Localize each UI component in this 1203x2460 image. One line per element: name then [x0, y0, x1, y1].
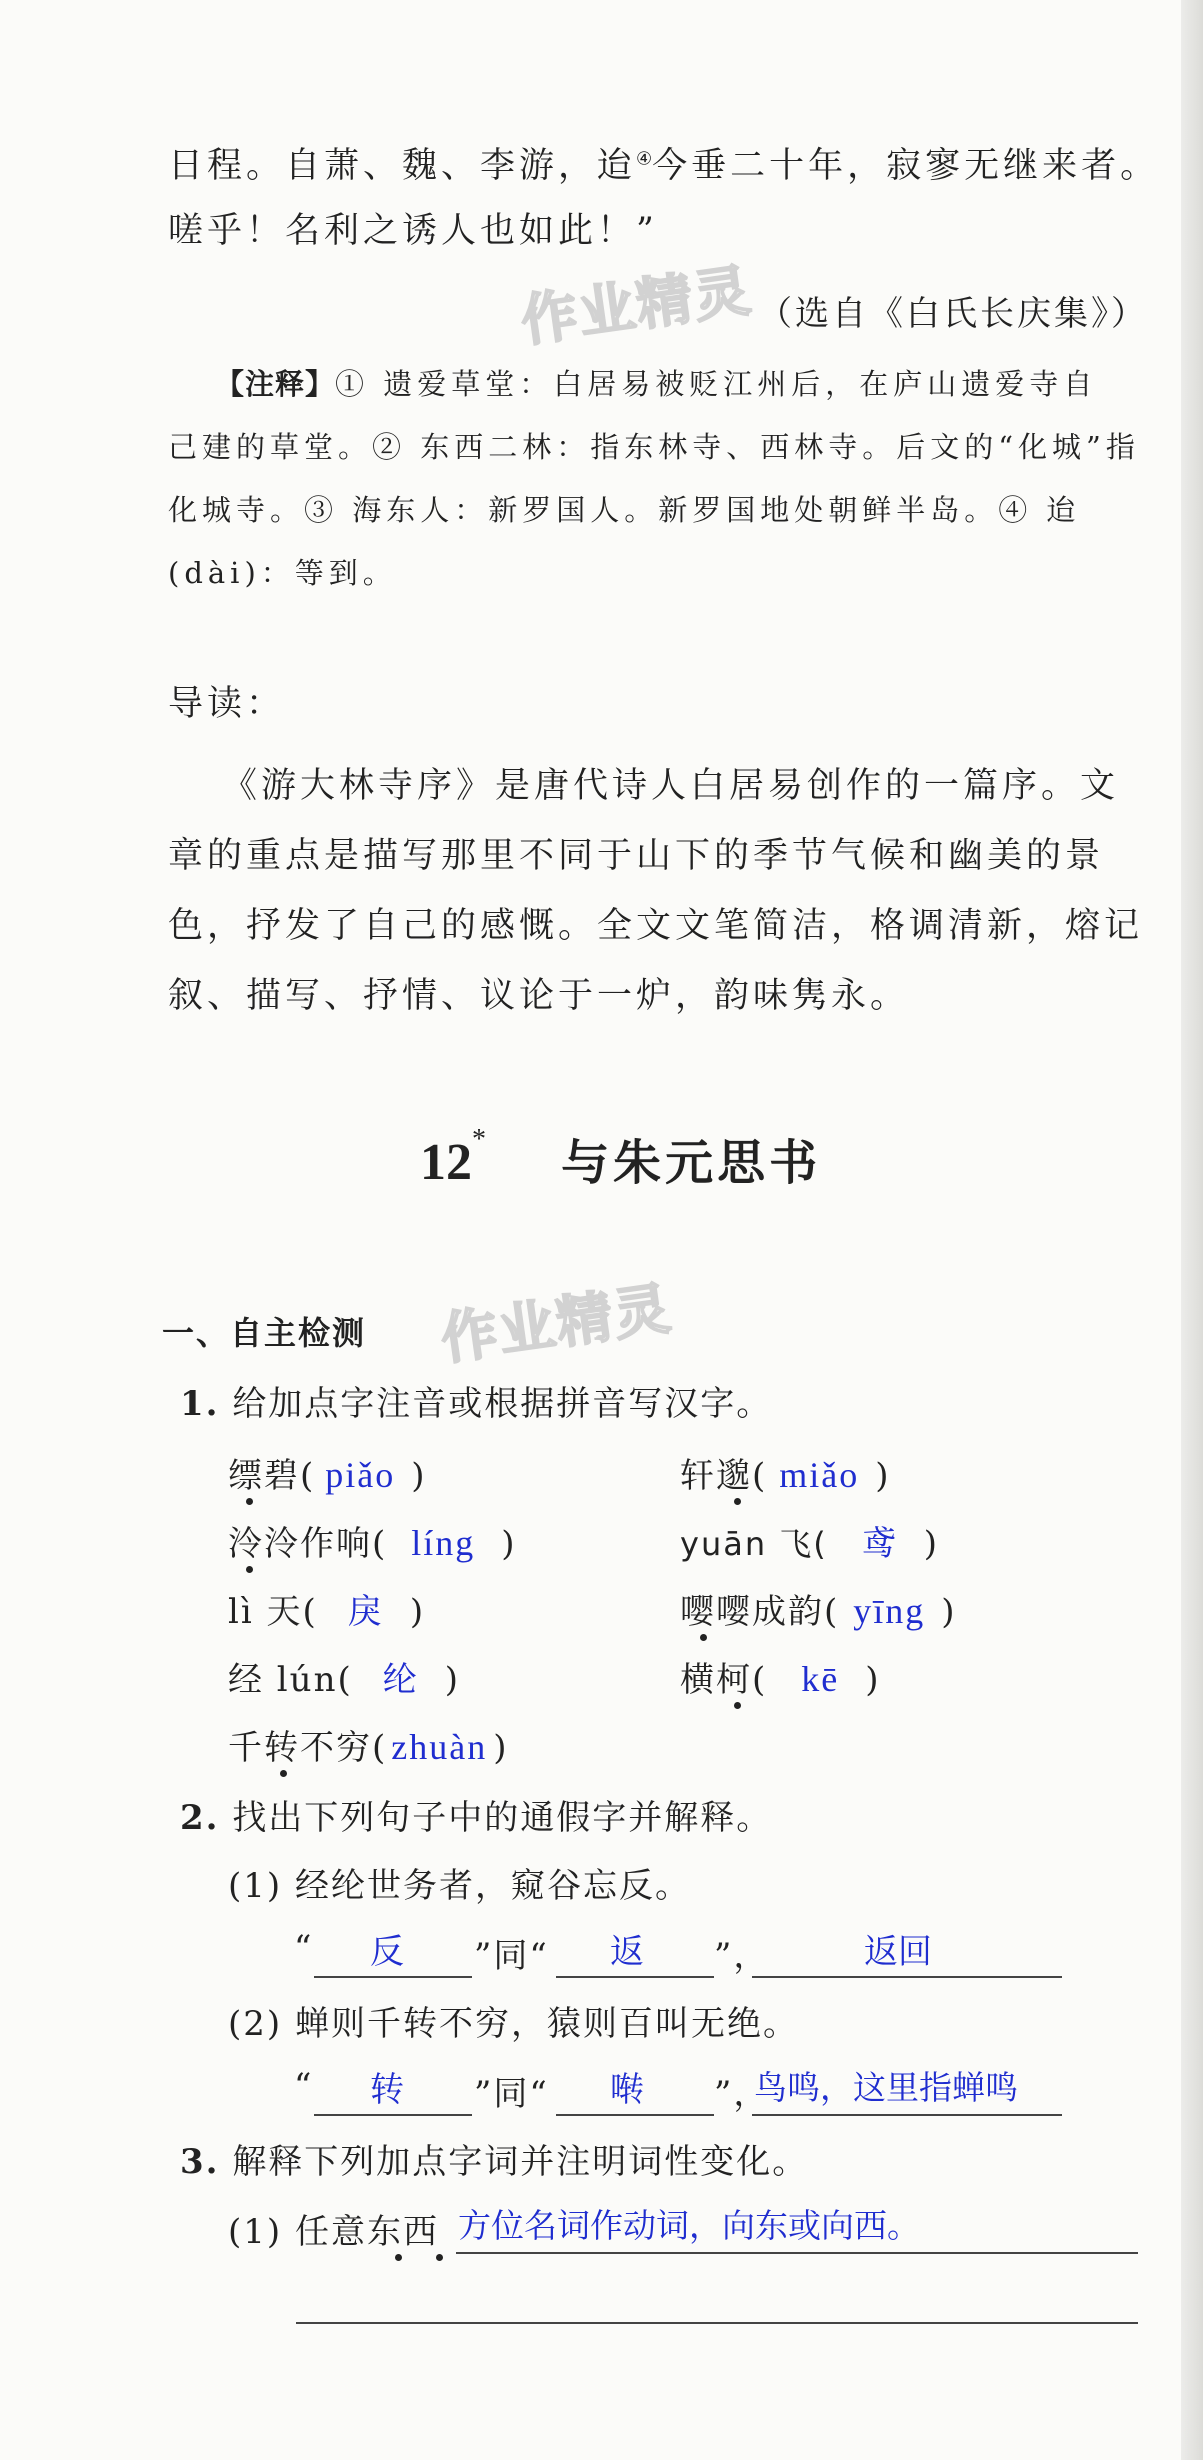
answer-line — [556, 2114, 714, 2116]
tong-label: ”同“ — [474, 2074, 549, 2114]
emphasis-dot — [246, 1498, 253, 1505]
page-edge — [1181, 0, 1203, 2460]
emphasis-dot — [280, 1770, 287, 1777]
q2-answer-2a: 转 — [370, 2070, 404, 2110]
q1-item-7: 经 lún( 纶 ) — [228, 1660, 461, 1700]
q2-answer-1a: 反 — [370, 1932, 404, 1972]
guide-line-2: 章的重点是描写那里不同于山下的季节气候和幽美的景 — [168, 836, 1105, 876]
answer-line — [314, 2114, 472, 2116]
notes-line-2: 己建的草堂。② 东西二林：指东林寺、西林寺。后文的“化城”指 — [168, 430, 1140, 464]
q1-item-9: 千转不穷( zhuàn ) — [228, 1727, 509, 1768]
close-quote: ”， — [714, 1936, 770, 1976]
q2-sentence-2: (2) 蝉则千转不穷，猿则百叫无绝。 — [228, 2004, 799, 2044]
guide-line-4: 叙、描写、抒情、议论于一炉，韵味隽永。 — [168, 976, 910, 1016]
q1-prompt: 1. 给加点字注音或根据拼音写汉字。 — [180, 1384, 773, 1424]
passage-line-2: 嗟乎！名利之诱人也如此！” — [168, 211, 658, 251]
section-title: 一、自主检测 — [162, 1314, 367, 1352]
q1-item-1: 缥碧( piǎo ) — [228, 1455, 427, 1496]
q3-sentence-1: (1) 任意东西 — [228, 2212, 439, 2252]
notes-line-1: 【注释】① 遗爱草堂：白居易被贬江州后，在庐山遗爱寺自 — [215, 367, 1098, 401]
q3-answer-1: 方位名词作动词，向东或向西。 — [458, 2206, 920, 2245]
guide-line-3: 色，抒发了自己的感慨。全文文笔简洁，格调清新，熔记 — [168, 906, 1144, 946]
q1-item-4: yuān 飞( 鸢 ) — [680, 1524, 940, 1564]
emphasis-dot — [246, 1566, 253, 1573]
close-quote: ”， — [714, 2074, 770, 2114]
q1-item-3: 泠泠作响( líng ) — [228, 1523, 517, 1564]
answer-line — [556, 1976, 714, 1978]
q3-prompt: 3. 解释下列加点字词并注明词性变化。 — [180, 2142, 809, 2182]
notes-line-4: (dài)：等到。 — [168, 556, 397, 590]
q2-answer-1c: 返回 — [864, 1932, 932, 1972]
answer-line — [314, 1976, 472, 1978]
passage-line-1: 日程。自萧、魏、李游，迨④今垂二十年，寂寥无继来者。 — [168, 146, 1160, 186]
watermark: 作业精灵 — [517, 258, 757, 355]
q2-answer-2b: 啭 — [610, 2070, 644, 2110]
q2-answer-row-1: “ — [294, 1928, 314, 1968]
q1-item-5: lì 天( 戾 ) — [228, 1592, 426, 1632]
q1-item-2: 轩邈( miǎo ) — [680, 1455, 891, 1496]
lesson-number: 12 — [420, 1134, 472, 1191]
guide-line-1: 《游大林寺序》是唐代诗人白居易创作的一篇序。文 — [222, 766, 1120, 806]
tong-label: ”同“ — [474, 1936, 549, 1976]
lesson-star: * — [472, 1124, 486, 1155]
watermark: 作业精灵 — [437, 1276, 677, 1373]
answer-line — [296, 2322, 1138, 2324]
lesson-name: 与朱元思书 — [561, 1135, 822, 1191]
answer-line — [456, 2252, 1138, 2254]
guide-label: 导读： — [168, 684, 286, 724]
q2-sentence-1: (1) 经纶世务者，窥谷忘反。 — [228, 1866, 691, 1906]
q2-prompt: 2. 找出下列句子中的通假字并解释。 — [180, 1798, 773, 1838]
answer-line — [752, 1976, 1062, 1978]
q2-answer-1b: 返 — [610, 1932, 644, 1972]
notes-line-3: 化城寺。③ 海东人：新罗国人。新罗国地处朝鲜半岛。④ 迨 — [168, 493, 1081, 527]
q1-item-6: 嘤嘤成韵( yīng ) — [680, 1591, 957, 1632]
answer-line — [752, 2114, 1062, 2116]
q1-item-8: 横柯( kē ) — [680, 1659, 881, 1700]
emphasis-dot — [734, 1498, 741, 1505]
emphasis-dot — [436, 2254, 443, 2261]
emphasis-dot — [395, 2254, 402, 2261]
q2-answer-row-2: “ — [294, 2066, 314, 2106]
emphasis-dot — [734, 1702, 741, 1709]
passage-source: （选自《白氏长庆集》） — [758, 294, 1148, 334]
q2-answer-2c: 鸟鸣，这里指蝉鸣 — [754, 2068, 1018, 2107]
lesson-title — [420, 1124, 821, 1193]
emphasis-dot — [700, 1634, 707, 1641]
